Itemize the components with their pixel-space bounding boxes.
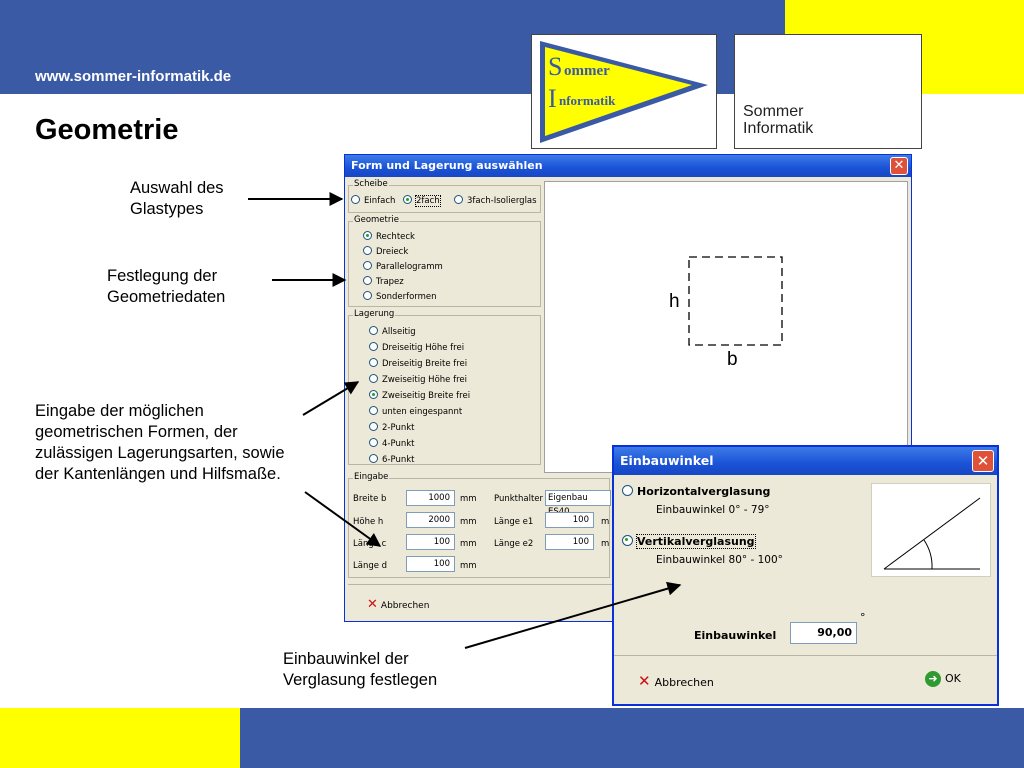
radio-label: 2-Punkt: [382, 423, 415, 433]
logo-initial-s: S: [548, 52, 563, 81]
note-line: Auswahl des: [130, 179, 224, 197]
radio-label: Dreieck: [376, 247, 409, 257]
input-laenge-c[interactable]: 100: [406, 534, 455, 550]
radio-label: Allseitig: [382, 327, 416, 337]
angle-dialog-title: Einbauwinkel: [620, 453, 714, 468]
unit-laenge-e2: m: [601, 539, 610, 549]
logo-text-nformatik: nformatik: [559, 93, 616, 108]
radio-label: Zweiseitig Höhe frei: [382, 375, 467, 385]
radio-label: 6-Punkt: [382, 455, 415, 465]
vertical-range: Einbauwinkel 80° - 100°: [656, 554, 783, 566]
radio-label: 4-Punkt: [382, 439, 415, 449]
unit-breite: mm: [460, 494, 477, 504]
unit-laenge-e1: m: [601, 517, 610, 527]
ok-label: OK: [945, 672, 961, 685]
note-line: Glastypes: [130, 200, 204, 218]
lagerung-legend: Lagerung: [354, 309, 395, 319]
unit-laenge-d: mm: [460, 561, 477, 571]
label-punkthalter: Punkthalter: [494, 494, 544, 504]
label-laenge-e2: Länge e2: [494, 539, 534, 549]
note-line: Eingabe der möglichen: [35, 402, 204, 420]
angle-label: Einbauwinkel: [694, 629, 777, 642]
unit-hoehe: mm: [460, 517, 477, 527]
unit-laenge-c: mm: [460, 539, 477, 549]
degree-sign: °: [860, 611, 866, 624]
radio-label: Dreiseitig Breite frei: [382, 359, 468, 369]
radio-label: Dreiseitig Höhe frei: [382, 343, 465, 353]
scheibe-legend: Scheibe: [354, 179, 388, 189]
radio-label: Trapez: [376, 277, 404, 287]
eingabe-legend: Eingabe: [354, 472, 389, 482]
arrow-einbau: [465, 585, 680, 648]
input-laenge-e2[interactable]: 100: [545, 534, 594, 550]
site-url: www.sommer-informatik.de: [35, 68, 232, 85]
input-breite[interactable]: 1000: [406, 490, 455, 506]
radio-label: 3fach-Isolierglas: [467, 196, 537, 206]
preview-label-h: h: [669, 291, 680, 312]
geometrie-legend: Geometrie: [354, 215, 399, 225]
angle-input[interactable]: 90,00: [790, 622, 857, 644]
radio-label: Vertikalverglasung: [637, 535, 755, 548]
radio-label: Einfach: [364, 196, 396, 206]
radio-label: Horizontalverglasung: [637, 485, 771, 498]
label-hoehe: Höhe h: [353, 517, 384, 527]
horizontal-range: Einbauwinkel 0° - 79°: [656, 504, 770, 516]
input-hoehe[interactable]: 2000: [406, 512, 455, 528]
input-laenge-e1[interactable]: 100: [545, 512, 594, 528]
arrow-lagerung: [303, 382, 358, 415]
note-line: Geometriedaten: [107, 288, 226, 306]
ok-arrow-icon: ➜: [925, 671, 941, 687]
radio-label: Rechteck: [376, 232, 415, 242]
cancel-label: Abbrechen: [380, 601, 430, 611]
form-dialog-title: Form und Lagerung auswählen: [351, 159, 543, 172]
cancel-x-icon: ✕: [638, 672, 651, 690]
angle-dialog-close-button[interactable]: ✕: [972, 450, 994, 472]
note-line: zulässigen Lagerungsarten, sowie: [35, 444, 285, 462]
radio-label: unten eingespannt: [382, 407, 463, 417]
note-line: geometrischen Formen, der: [35, 423, 238, 441]
preview-label-b: b: [727, 349, 738, 370]
note-line: Einbauwinkel der: [283, 650, 409, 668]
logo-text-ommer: ommer: [564, 63, 610, 79]
radio-label: 2fach: [416, 196, 440, 206]
label-laenge-d: Länge d: [353, 561, 388, 571]
radio-label: Zweiseitig Breite frei: [382, 391, 471, 401]
label-breite: Breite b: [353, 494, 387, 504]
slide-title: Geometrie: [35, 114, 179, 146]
note-line: der Kantenlängen und Hilfsmaße.: [35, 465, 281, 483]
label-laenge-c: Länge c: [353, 539, 387, 549]
input-laenge-d[interactable]: 100: [406, 556, 455, 572]
logo2-line2: Informatik: [743, 120, 814, 137]
cancel-x-icon: ✕: [367, 597, 378, 612]
cancel-label: Abbrechen: [654, 676, 714, 689]
radio-label: Parallelogramm: [376, 262, 443, 272]
note-line: Festlegung der: [107, 267, 218, 285]
note-line: Verglasung festlegen: [283, 671, 438, 689]
logo-initial-i: I: [548, 84, 557, 113]
label-laenge-e1: Länge e1: [494, 517, 534, 527]
logo2-line1: Sommer: [743, 103, 804, 120]
form-dialog-close-button[interactable]: ✕: [890, 157, 908, 175]
arrow-eingabe: [305, 492, 380, 546]
radio-label: Sonderformen: [376, 292, 437, 302]
select-punkthalter[interactable]: Eigenbau: [545, 490, 611, 506]
